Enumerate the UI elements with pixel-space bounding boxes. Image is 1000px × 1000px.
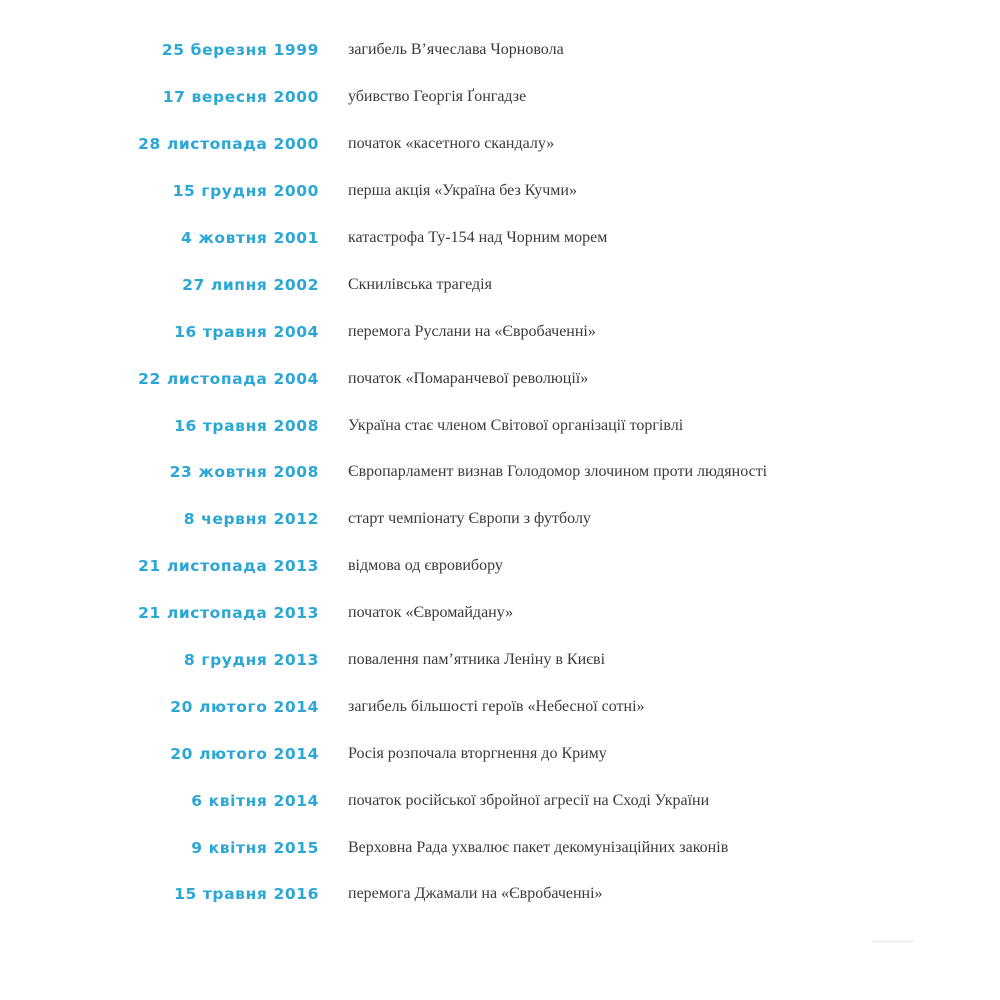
timeline-row <box>0 168 1000 215</box>
timeline-date: 27 липня 2002 <box>182 275 319 294</box>
timeline-row <box>0 355 1000 402</box>
timeline-date: 8 червня 2012 <box>183 510 319 529</box>
timeline-row <box>0 824 1000 871</box>
timeline-row <box>0 637 1000 684</box>
timeline-date: 22 листопада 2004 <box>138 369 319 388</box>
timeline-row <box>0 730 1000 777</box>
timeline-event: перемога Руслани на «Євробаченні» <box>348 322 596 340</box>
timeline-event: повалення пам’ятника Леніну в Києві <box>348 651 606 669</box>
timeline-row <box>0 777 1000 824</box>
timeline-date: 8 грудня 2013 <box>184 651 319 670</box>
timeline-date: 25 березня 1999 <box>161 41 319 60</box>
timeline-date: 21 листопада 2013 <box>138 604 319 623</box>
timeline-date: 17 вересня 2000 <box>162 88 319 107</box>
timeline-event: початок російської збройної агресії на Сході України <box>348 791 710 809</box>
timeline-date: 15 травня 2016 <box>174 885 319 904</box>
timeline-event: початок «Помаранчевої революції» <box>348 369 589 387</box>
scan-artifact <box>872 940 914 943</box>
timeline-row <box>0 871 1000 918</box>
timeline-date: 23 жовтня 2008 <box>169 463 319 482</box>
timeline-list <box>0 27 1000 918</box>
timeline-row <box>0 590 1000 637</box>
timeline-row <box>0 74 1000 121</box>
timeline-event: убивство Георгія Ґонгадзе <box>348 88 527 106</box>
timeline-event: Європарламент визнав Голодомор злочином проти людяності <box>348 463 768 481</box>
timeline-row <box>0 27 1000 74</box>
timeline-date: 6 квітня 2014 <box>191 791 319 810</box>
timeline-row <box>0 683 1000 730</box>
timeline-event: Верховна Рада ухвалює пакет декомунізаційних законів <box>348 838 729 856</box>
timeline-date: 20 лютого 2014 <box>170 744 319 763</box>
timeline-event: загибель більшості героїв «Небесної сотні» <box>348 697 645 715</box>
timeline-event: відмова од євровибору <box>348 557 503 575</box>
timeline-row <box>0 215 1000 262</box>
timeline-date: 16 травня 2008 <box>174 416 319 435</box>
timeline-event: початок «Євромайдану» <box>348 604 514 622</box>
timeline-event: перша акція «Україна без Кучми» <box>348 182 577 200</box>
timeline-row <box>0 543 1000 590</box>
timeline-row <box>0 402 1000 449</box>
timeline-row <box>0 121 1000 168</box>
timeline-date: 28 листопада 2000 <box>138 135 319 154</box>
timeline-event: Україна стає членом Світової організації торгівлі <box>348 416 684 434</box>
timeline-row <box>0 449 1000 496</box>
timeline-date: 20 лютого 2014 <box>170 697 319 716</box>
timeline-event: загибель В’ячеслава Чорновола <box>348 41 564 59</box>
timeline-row <box>0 308 1000 355</box>
timeline-event: катастрофа Ту-154 над Чорним морем <box>348 229 608 246</box>
timeline-event: початок «касетного скандалу» <box>348 135 555 153</box>
timeline-row <box>0 261 1000 308</box>
timeline-event: старт чемпіонату Європи з футболу <box>348 510 591 528</box>
timeline-date: 16 травня 2004 <box>174 322 319 341</box>
timeline-date: 9 квітня 2015 <box>191 838 319 857</box>
timeline-event: перемога Джамали на «Євробаченні» <box>348 885 603 903</box>
timeline-event: Росія розпочала вторгнення до Криму <box>348 744 607 762</box>
timeline-row <box>0 496 1000 543</box>
timeline-date: 21 листопада 2013 <box>138 557 319 576</box>
timeline-date: 15 грудня 2000 <box>172 182 319 201</box>
timeline-event: Скнилівська трагедія <box>348 275 492 293</box>
timeline-date: 4 жовтня 2001 <box>180 229 319 247</box>
